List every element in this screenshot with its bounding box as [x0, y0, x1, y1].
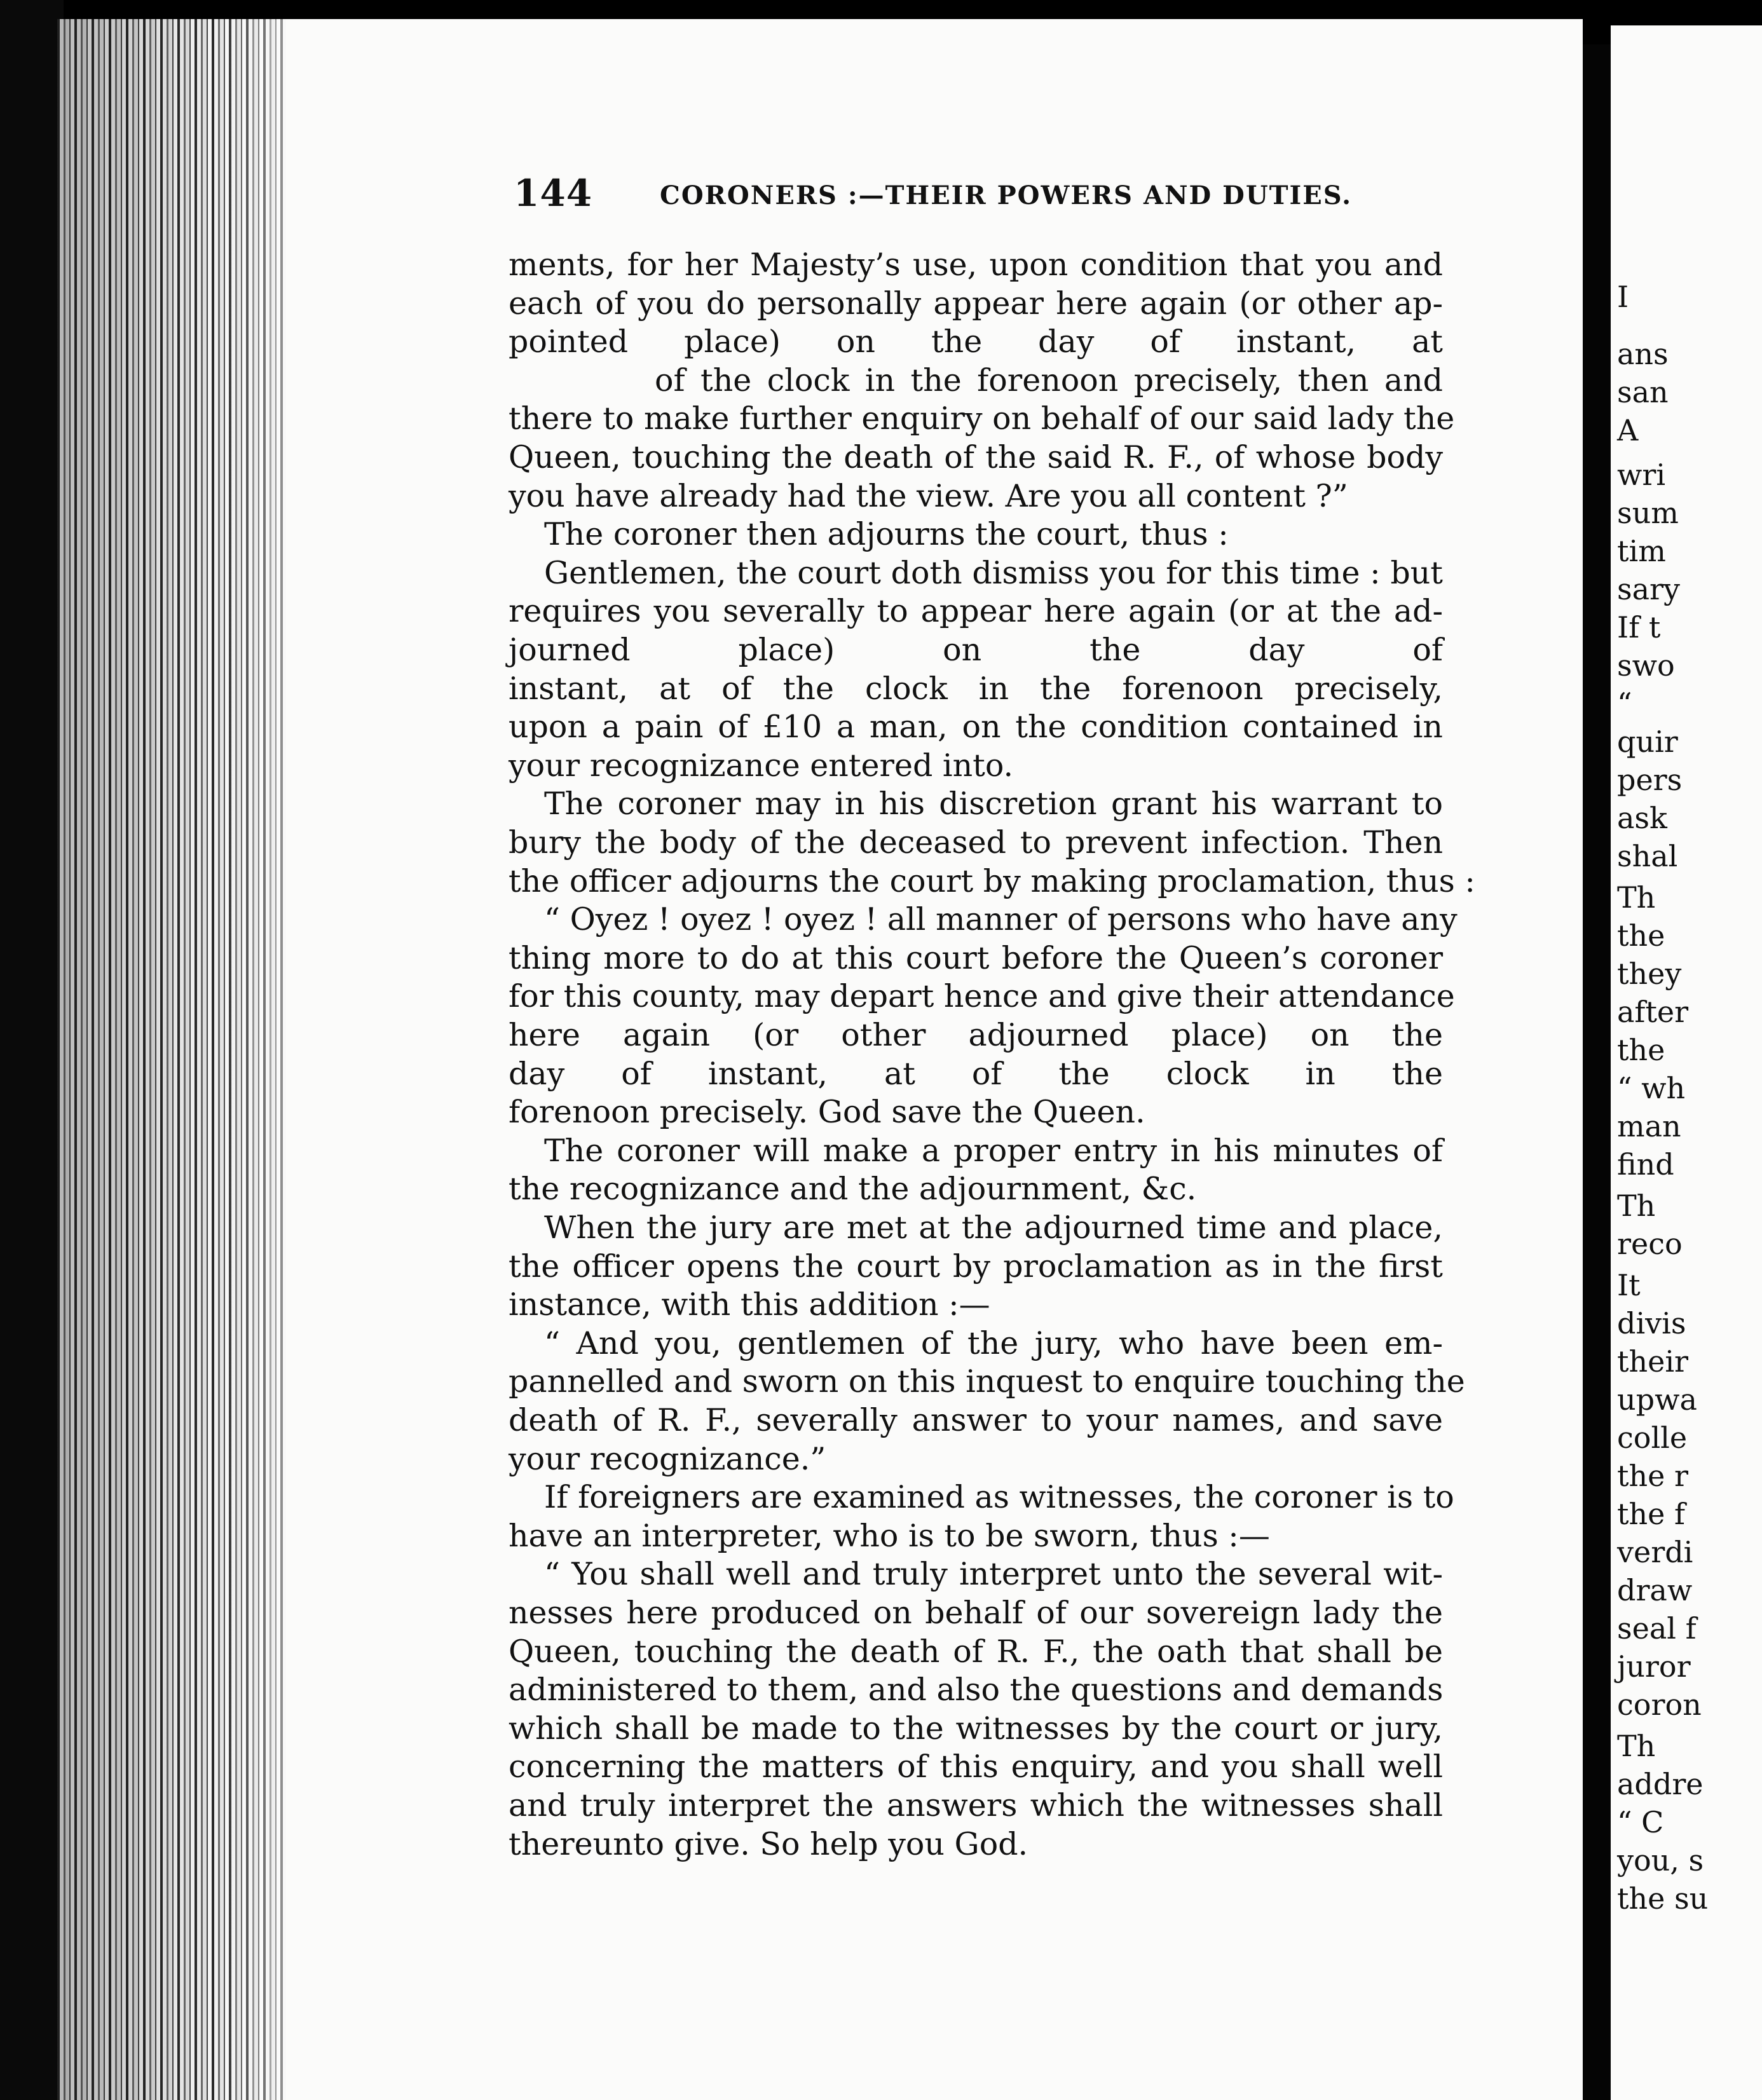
text-line: of the clock in the forenoon precisely, then and [655, 362, 1443, 399]
facing-page-fragment: verdi [1617, 1535, 1693, 1569]
facing-page-fragment: “ C [1617, 1805, 1664, 1839]
text-line: Gentlemen, the court doth dismiss you for this time : but [544, 554, 1443, 591]
facing-page-fragment: tim [1617, 534, 1666, 568]
facing-page-fragment: colle [1617, 1421, 1688, 1455]
facing-page-fragment: draw [1617, 1573, 1693, 1607]
text-line: journed place) on the day of [509, 632, 1443, 668]
facing-page-fragment: I [1617, 280, 1629, 314]
text-line: pointed place) on the day of instant, at [509, 324, 1443, 360]
facing-page-fragment: the [1617, 1033, 1665, 1067]
text-line: Queen, touching the death of the said R. F., of whose body [509, 439, 1443, 475]
facing-page-fragment: A [1617, 413, 1639, 447]
text-line: ments, for her Majesty’s use, upon condition that you and [509, 247, 1443, 283]
text-line: and truly interpret the answers which the witnesses shall [509, 1787, 1443, 1824]
text-line: When the jury are met at the adjourned time and place, [544, 1210, 1443, 1246]
facing-page-fragment: ans [1617, 337, 1669, 371]
facing-page-fragment: wri [1617, 458, 1666, 492]
facing-page-fragment: man [1617, 1109, 1681, 1143]
text-line: The coroner may in his discretion grant his warrant to [544, 786, 1443, 822]
text-line: here again (or other adjourned place) on the [509, 1017, 1443, 1053]
text-line: day of instant, at of the clock in the [509, 1055, 1443, 1092]
facing-page-fragment: they [1617, 957, 1682, 991]
facing-page-fragment: ask [1617, 801, 1667, 835]
facing-page-fragment: san [1617, 375, 1669, 409]
text-line: upon a pain of £10 a man, on the condition contained in [509, 709, 1443, 746]
page-number: 144 [514, 172, 593, 215]
facing-page-fragment: find [1617, 1147, 1674, 1182]
text-line: the recognizance and the adjournment, &c. [509, 1171, 1197, 1208]
text-line: your recognizance entered into. [509, 747, 1014, 784]
facing-page-fragment: quir [1617, 725, 1678, 759]
facing-page-fragment: “ wh [1617, 1071, 1686, 1105]
facing-page-fragment: reco [1617, 1227, 1683, 1261]
text-line: If foreigners are examined as witnesses, the coroner is to [544, 1479, 1454, 1516]
facing-page-fragment: the r [1617, 1459, 1688, 1493]
text-line: for this county, may depart hence and give their attendance [509, 978, 1455, 1015]
text-line: each of you do personally appear here again (or other ap- [509, 285, 1443, 322]
text-line: Queen, touching the death of R. F., the oath that shall be [509, 1633, 1443, 1670]
text-line: the officer opens the court by proclamation as in the first [509, 1248, 1443, 1285]
facing-page-fragment: the f [1617, 1497, 1685, 1531]
facing-page-fragment: the su [1617, 1881, 1709, 1916]
facing-page-fragment: you, s [1617, 1843, 1704, 1878]
facing-page-fragment: after [1617, 995, 1689, 1029]
page-edges [57, 19, 286, 2100]
facing-page-fragment: upwa [1617, 1382, 1697, 1417]
text-line: death of R. F., severally answer to your names, and save [509, 1402, 1443, 1438]
facing-page-fragment: seal f [1617, 1611, 1697, 1646]
facing-page-fragment: It [1617, 1268, 1641, 1302]
facing-page-fragment: Th [1617, 1189, 1656, 1223]
facing-page-fragment: addre [1617, 1767, 1704, 1801]
text-line: thereunto give. So help you God. [509, 1825, 1028, 1862]
facing-page-fragment: sary [1617, 572, 1681, 606]
text-line: bury the body of the deceased to prevent infection. Then [509, 824, 1443, 861]
text-line: instant, at of the clock in the forenoon precisely, [509, 670, 1443, 707]
text-line: the officer adjourns the court by making proclamation, thus : [509, 862, 1475, 899]
text-line: pannelled and sworn on this inquest to enquire touching the [509, 1363, 1465, 1400]
facing-page-fragment: divis [1617, 1306, 1686, 1340]
facing-page-fragment: “ [1617, 686, 1632, 721]
facing-page-fragment: sum [1617, 496, 1679, 530]
text-line: there to make further enquiry on behalf of our said lady the [509, 400, 1455, 437]
text-line: requires you severally to appear here again (or at the ad- [509, 593, 1443, 630]
text-line: you have already had the view. Are you all content ?” [509, 477, 1348, 514]
facing-page-fragment: their [1617, 1344, 1689, 1379]
facing-page-fragment: the [1617, 918, 1665, 953]
text-line: “ And you, gentlemen of the jury, who have been em- [544, 1325, 1443, 1361]
text-line: instance, with this addition :— [509, 1286, 990, 1323]
text-line: which shall be made to the witnesses by the court or jury, [509, 1710, 1443, 1747]
text-line: your recognizance.” [509, 1440, 826, 1477]
facing-page [1611, 25, 1762, 2100]
text-line: The coroner will make a proper entry in his minutes of [544, 1132, 1443, 1169]
facing-page-fragment: If t [1617, 610, 1661, 644]
text-line: administered to them, and also the questions and demands [509, 1672, 1444, 1708]
facing-page-fragment: Th [1617, 1729, 1656, 1763]
facing-page-fragment: pers [1617, 763, 1683, 797]
running-head: CORONERS :—THEIR POWERS AND DUTIES. [660, 181, 1353, 210]
facing-page-fragment: shal [1617, 839, 1678, 873]
text-line: forenoon precisely. God save the Queen. [509, 1094, 1145, 1131]
text-line: concerning the matters of this enquiry, and you shall well [509, 1749, 1443, 1785]
page-header [514, 172, 1353, 229]
facing-page-fragment: Th [1617, 880, 1656, 915]
text-line: nesses here produced on behalf of our sovereign lady the [509, 1595, 1443, 1631]
scan-border [0, 0, 64, 2100]
text-line: thing more to do at this court before the Queen’s coroner [509, 939, 1443, 976]
facing-page-fragment: swo [1617, 648, 1675, 683]
book-gutter [1583, 44, 1611, 2100]
text-line: “ You shall well and truly interpret unto the several wit- [544, 1556, 1443, 1593]
facing-page-fragment: coron [1617, 1688, 1702, 1722]
facing-page-fragment: juror [1617, 1649, 1691, 1684]
text-line: “ Oyez ! oyez ! oyez ! all manner of persons who have any [544, 901, 1458, 938]
text-line: The coroner then adjourns the court, thus : [544, 516, 1229, 553]
text-line: have an interpreter, who is to be sworn, thus :— [509, 1517, 1270, 1554]
